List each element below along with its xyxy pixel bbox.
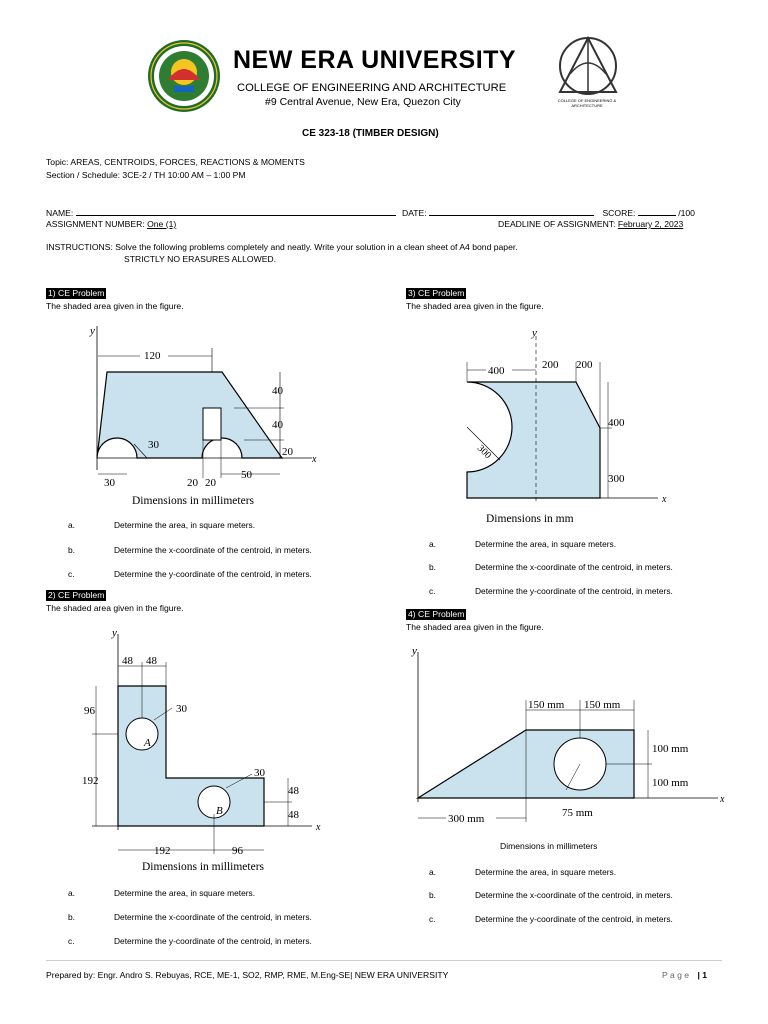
university-address: #9 Central Avenue, New Era, Quezon City — [265, 96, 461, 108]
college-logo-caption: COLLEGE OF ENGINEERING & ARCHITECTURE — [557, 98, 617, 108]
problem-2-question-a: a. Determine the area, in square meters. — [68, 888, 256, 898]
fig3-dim-300: 300 — [608, 473, 625, 485]
fig4-dim-100-b: 100 mm — [652, 777, 689, 789]
problem-1-desc: The shaded area given in the figure. — [46, 301, 184, 311]
problem-3-caption: Dimensions in mm — [486, 513, 574, 525]
problem-1-question-c: c. Determine the y-coordinate of the centroid, in meters. — [68, 569, 312, 579]
problem-4-question-c: c. Determine the y-coordinate of the centroid, in meters. — [429, 914, 673, 924]
fig4-dim-300: 300 mm — [448, 813, 485, 825]
fig1-y-axis-label: y — [90, 325, 95, 337]
score-total: /100 — [678, 208, 695, 218]
fig1-dim-50: 50 — [241, 469, 252, 481]
fig3-dim-400: 400 — [488, 365, 505, 377]
fig1-radius-30: 30 — [148, 439, 159, 451]
name-label: NAME: — [46, 208, 74, 218]
fig1-dim-40-mid: 40 — [272, 419, 283, 431]
fig3-y-axis-label: y — [532, 327, 537, 339]
fig2-dim-48-c: 48 — [288, 785, 299, 797]
fig2-dim-48-d: 48 — [288, 809, 299, 821]
fig2-dim-96: 96 — [84, 705, 95, 717]
fig3-dim-200-b: 200 — [576, 359, 593, 371]
deadline-row — [498, 219, 683, 229]
fig2-radius-30-a: 30 — [176, 703, 187, 715]
fig2-radius-30-b: 30 — [254, 767, 265, 779]
problem-3-question-a: a. Determine the area, in square meters. — [429, 539, 617, 549]
problem-2-caption: Dimensions in millimeters — [142, 861, 265, 873]
problem-4-question-a: a. Determine the area, in square meters. — [429, 867, 617, 877]
fig2-dim-48-b: 48 — [146, 655, 157, 667]
fig1-dim-120: 120 — [144, 350, 161, 362]
date-label: DATE: — [402, 208, 427, 218]
fig1-dim-20-right: 20 — [282, 446, 293, 458]
problem-4-desc: The shaded area given in the figure. — [406, 622, 544, 632]
instructions-strict: STRICTLY NO ERASURES ALLOWED. — [124, 254, 277, 264]
university-seal — [146, 38, 222, 114]
fig2-point-a: A — [144, 737, 151, 749]
fig3-x-axis-label: x — [662, 494, 667, 505]
problem-4-figure — [402, 640, 752, 830]
name-field[interactable] — [76, 207, 396, 216]
score-field[interactable] — [638, 207, 676, 216]
problem-2-question-c: c. Determine the y-coordinate of the centroid, in meters. — [68, 936, 312, 946]
name-row — [46, 207, 726, 218]
problem-4-question-b: b. Determine the x-coordinate of the centroid, in meters. — [429, 890, 673, 900]
fig2-y-axis-label: y — [112, 627, 117, 639]
problem-1-caption: Dimensions in millimeters — [132, 495, 255, 507]
fig3-dim-200-a: 200 — [542, 359, 559, 371]
problem-2-question-b: b. Determine the x-coordinate of the centroid, in meters. — [68, 912, 312, 922]
footer-page-number: 1 — [702, 970, 708, 980]
problem-1-figure — [84, 318, 324, 508]
university-name: NEW ERA UNIVERSITY — [233, 46, 517, 74]
fig1-dim-40-top: 40 — [272, 385, 283, 397]
fig1-dim-20-b: 20 — [205, 477, 216, 489]
assignment-value: One (1) — [147, 219, 177, 229]
problem-1-question-a: a. Determine the area, in square meters. — [68, 520, 256, 530]
fig2-dim-192: 192 — [82, 775, 99, 787]
problem-1-tag: 1) CE Problem — [48, 288, 105, 298]
topic: Topic: AREAS, CENTROIDS, FORCES, REACTIONS & MOMENTS — [46, 157, 305, 167]
problem-3-tag: 3) CE Problem — [408, 288, 465, 298]
problem-3-desc: The shaded area given in the figure. — [406, 301, 544, 311]
assignment-label: ASSIGNMENT NUMBER: — [46, 219, 145, 229]
college-name: COLLEGE OF ENGINEERING AND ARCHITECTURE — [237, 82, 507, 94]
footer-university: NEW ERA UNIVERSITY — [354, 970, 449, 980]
fig2-dim-96-bottom: 96 — [232, 845, 243, 857]
deadline-value: February 2, 2023 — [617, 219, 684, 229]
fig1-dim-30: 30 — [104, 477, 115, 489]
problem-3-question-b: b. Determine the x-coordinate of the centroid, in meters. — [429, 562, 673, 572]
fig4-dim-75: 75 mm — [562, 807, 593, 819]
problem-2-tag: 2) CE Problem — [48, 590, 105, 600]
fig4-dim-150-a: 150 mm — [528, 699, 565, 711]
section-schedule: Section / Schedule: 3CE-2 / TH 10:00 AM – 1:00 PM — [46, 170, 246, 180]
problem-3-figure — [448, 322, 688, 532]
fig1-x-axis-label: x — [312, 454, 317, 465]
problem-4-tag: 4) CE Problem — [408, 609, 465, 619]
footer-prepared: Prepared by: Engr. Andro S. Rebuyas, RCE, ME-1, SO2, RMP, RME, M.Eng-SE| NEW ERA UNIVERSITY — [46, 970, 449, 980]
date-field[interactable] — [429, 207, 594, 216]
fig1-dim-20-a: 20 — [187, 477, 198, 489]
deadline-label: DEADLINE OF ASSIGNMENT: — [498, 219, 616, 229]
course-title: CE 323-18 (TIMBER DESIGN) — [302, 128, 439, 139]
fig3-dim-400-vertical: 400 — [608, 417, 625, 429]
fig2-dim-192-bottom: 192 — [154, 845, 171, 857]
fig3-radius-300: 300 — [474, 442, 494, 462]
footer-rule — [46, 960, 722, 961]
fig2-point-b: B — [216, 805, 223, 817]
problem-3-question-c: c. Determine the y-coordinate of the centroid, in meters. — [429, 586, 673, 596]
problem-2-figure — [82, 624, 342, 880]
footer-page: P a g e | 1 — [662, 970, 708, 980]
fig4-dim-150-b: 150 mm — [584, 699, 621, 711]
fig4-dim-100-a: 100 mm — [652, 743, 689, 755]
score-label: SCORE: — [602, 208, 636, 218]
assignment-row — [46, 219, 176, 229]
problem-4-caption: Dimensions in millimeters — [500, 841, 598, 851]
fig4-y-axis-label: y — [412, 645, 417, 657]
college-logo — [548, 34, 626, 114]
instructions: INSTRUCTIONS: Solve the following problems completely and neatly. Write your solution in a clean sheet of A4 bond paper. — [46, 242, 518, 252]
problem-2-desc: The shaded area given in the figure. — [46, 603, 184, 613]
footer-page-label: P a g e — [662, 970, 690, 980]
fig2-x-axis-label: x — [316, 822, 321, 833]
fig2-dim-48-a: 48 — [122, 655, 133, 667]
problem-1-question-b: b. Determine the x-coordinate of the centroid, in meters. — [68, 545, 312, 555]
fig4-x-axis-label: x — [720, 794, 725, 805]
